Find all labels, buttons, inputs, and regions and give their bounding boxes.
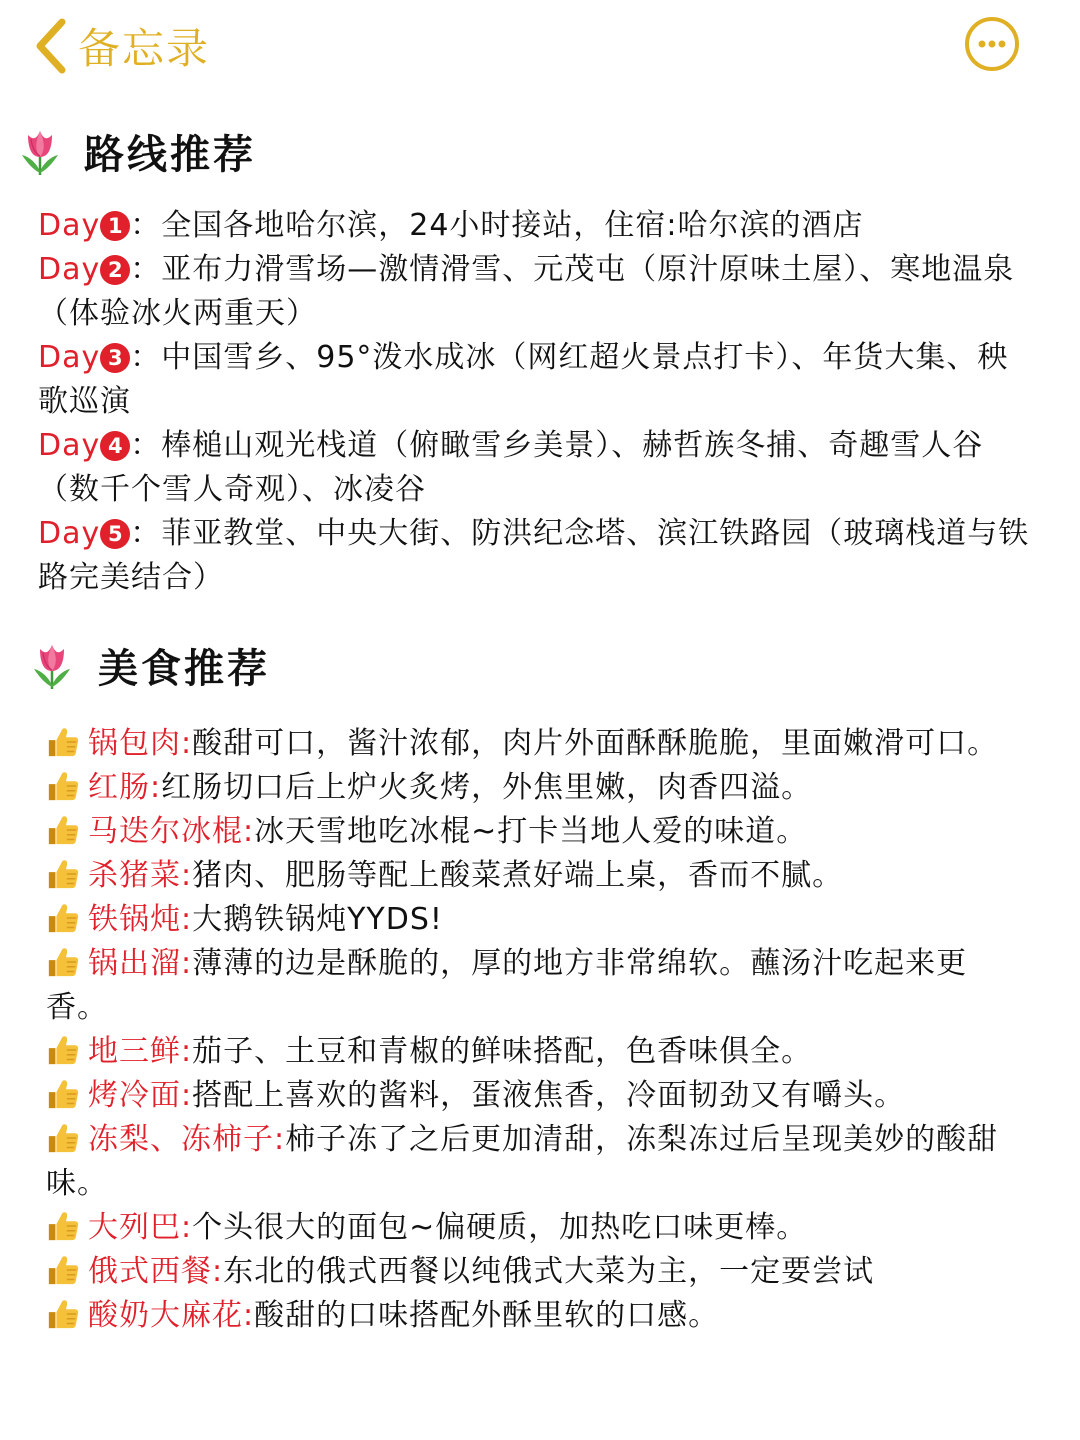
day-number-badge: 2 (100, 255, 130, 285)
food-desc: 柿子冻了之后更加清甜，冻梨冻过后呈现美妙的酸甜味。 (46, 1122, 999, 1201)
food-name: 锅包肉: (88, 726, 193, 761)
thumbs-up-icon (46, 813, 80, 847)
food-name: 地三鲜: (88, 1034, 193, 1069)
food-item (46, 942, 1016, 1030)
thumbs-up-icon (46, 1209, 80, 1243)
thumbs-up-icon (46, 1077, 80, 1111)
day-item (38, 512, 1038, 600)
food-name: 杀猪菜: (88, 858, 193, 893)
more-icon (964, 16, 1020, 72)
food-item (46, 766, 1016, 810)
day-number-badge: 5 (100, 519, 130, 549)
thumbs-up-icon (46, 1033, 80, 1067)
day-number-badge: 4 (100, 431, 130, 461)
food-name: 冻梨、冻柿子: (88, 1122, 286, 1157)
thumbs-up-icon (46, 769, 80, 803)
food-item (46, 1206, 1016, 1250)
chevron-left-icon (28, 14, 72, 78)
day-item (38, 204, 1038, 248)
day-text: 棒槌山观光栈道（俯瞰雪乡美景）、赫哲族冬捕、奇趣雪人谷（数千个雪人奇观）、冰凌谷 (38, 428, 984, 507)
food-desc: 酸甜的口味搭配外酥里软的口感。 (254, 1298, 720, 1333)
more-button[interactable] (964, 16, 1020, 72)
food-desc: 大鹅铁锅炖YYDS! (192, 902, 443, 937)
food-name: 酸奶大麻花: (88, 1298, 255, 1333)
food-item (46, 898, 1016, 942)
thumbs-up-icon (46, 901, 80, 935)
food-name: 俄式西餐: (88, 1254, 224, 1289)
thumbs-up-icon (46, 1253, 80, 1287)
day-item (38, 248, 1038, 336)
day-item (38, 424, 1038, 512)
food-name: 大列巴: (88, 1210, 193, 1245)
food-desc: 茄子、土豆和青椒的鲜味搭配，色香味俱全。 (192, 1034, 813, 1069)
food-list (46, 722, 1016, 1338)
food-item (46, 810, 1016, 854)
tulip-icon (28, 639, 76, 691)
food-desc: 红肠切口后上炉火炙烤，外焦里嫩，肉香四溢。 (161, 770, 813, 805)
food-desc: 个头很大的面包~偏硬质，加热吃口味更棒。 (192, 1210, 808, 1245)
day-text: 亚布力滑雪场—激情滑雪、元茂屯（原汁原味土屋）、寒地温泉（体验冰火两重天） (38, 252, 1015, 331)
food-name: 铁锅炖: (88, 902, 193, 937)
day-label: Day (38, 208, 101, 243)
food-section-header (28, 636, 270, 694)
food-item (46, 1118, 1016, 1206)
day-separator: ： (130, 428, 162, 463)
route-list (38, 204, 1038, 600)
food-desc: 薄薄的边是酥脆的，厚的地方非常绵软。蘸汤汁吃起来更香。 (46, 946, 968, 1025)
day-item (38, 336, 1038, 424)
thumbs-up-icon (46, 857, 80, 891)
thumbs-up-icon (46, 1297, 80, 1331)
food-desc: 酸甜可口，酱汁浓郁，肉片外面酥酥脆脆，里面嫩滑可口。 (192, 726, 999, 761)
day-number-badge: 3 (100, 343, 130, 373)
back-label: 备忘录 (78, 24, 211, 73)
route-section-header (16, 122, 256, 180)
food-name: 马迭尔冰棍: (88, 814, 255, 849)
food-item (46, 1250, 1016, 1294)
food-desc: 冰天雪地吃冰棍~打卡当地人爱的味道。 (254, 814, 808, 849)
thumbs-up-icon (46, 945, 80, 979)
day-text: 全国各地哈尔滨，24小时接站，住宿:哈尔滨的酒店 (161, 208, 864, 243)
thumbs-up-icon (46, 725, 80, 759)
food-item (46, 722, 1016, 766)
day-label: Day (38, 252, 101, 287)
food-name: 锅出溜: (88, 946, 193, 981)
day-separator: ： (130, 340, 162, 375)
nav-bar (0, 0, 1080, 100)
food-item (46, 1030, 1016, 1074)
day-label: Day (38, 516, 101, 551)
day-label: Day (38, 340, 101, 375)
day-text: 菲亚教堂、中央大街、防洪纪念塔、滨江铁路园（玻璃栈道与铁路完美结合） (38, 516, 1030, 595)
day-label: Day (38, 428, 101, 463)
food-name: 红肠: (88, 770, 162, 805)
day-separator: ： (130, 252, 162, 287)
day-separator: ： (130, 208, 162, 243)
food-desc: 东北的俄式西餐以纯俄式大菜为主，一定要尝试 (223, 1254, 875, 1289)
day-text: 中国雪乡、95°泼水成冰（网红超火景点打卡）、年货大集、秧歌巡演 (38, 340, 1009, 419)
food-name: 烤冷面: (88, 1078, 193, 1113)
day-separator: ： (130, 516, 162, 551)
back-button[interactable] (28, 14, 210, 78)
food-desc: 搭配上喜欢的酱料，蛋液焦香，冷面韧劲又有嚼头。 (192, 1078, 906, 1113)
food-item (46, 1074, 1016, 1118)
food-item (46, 1294, 1016, 1338)
thumbs-up-icon (46, 1121, 80, 1155)
food-section-title: 美食推荐 (98, 645, 270, 692)
route-section-title: 路线推荐 (84, 131, 256, 178)
food-desc: 猪肉、肥肠等配上酸菜煮好端上桌，香而不腻。 (192, 858, 844, 893)
food-item (46, 854, 1016, 898)
tulip-icon (16, 125, 64, 177)
day-number-badge: 1 (100, 211, 130, 241)
